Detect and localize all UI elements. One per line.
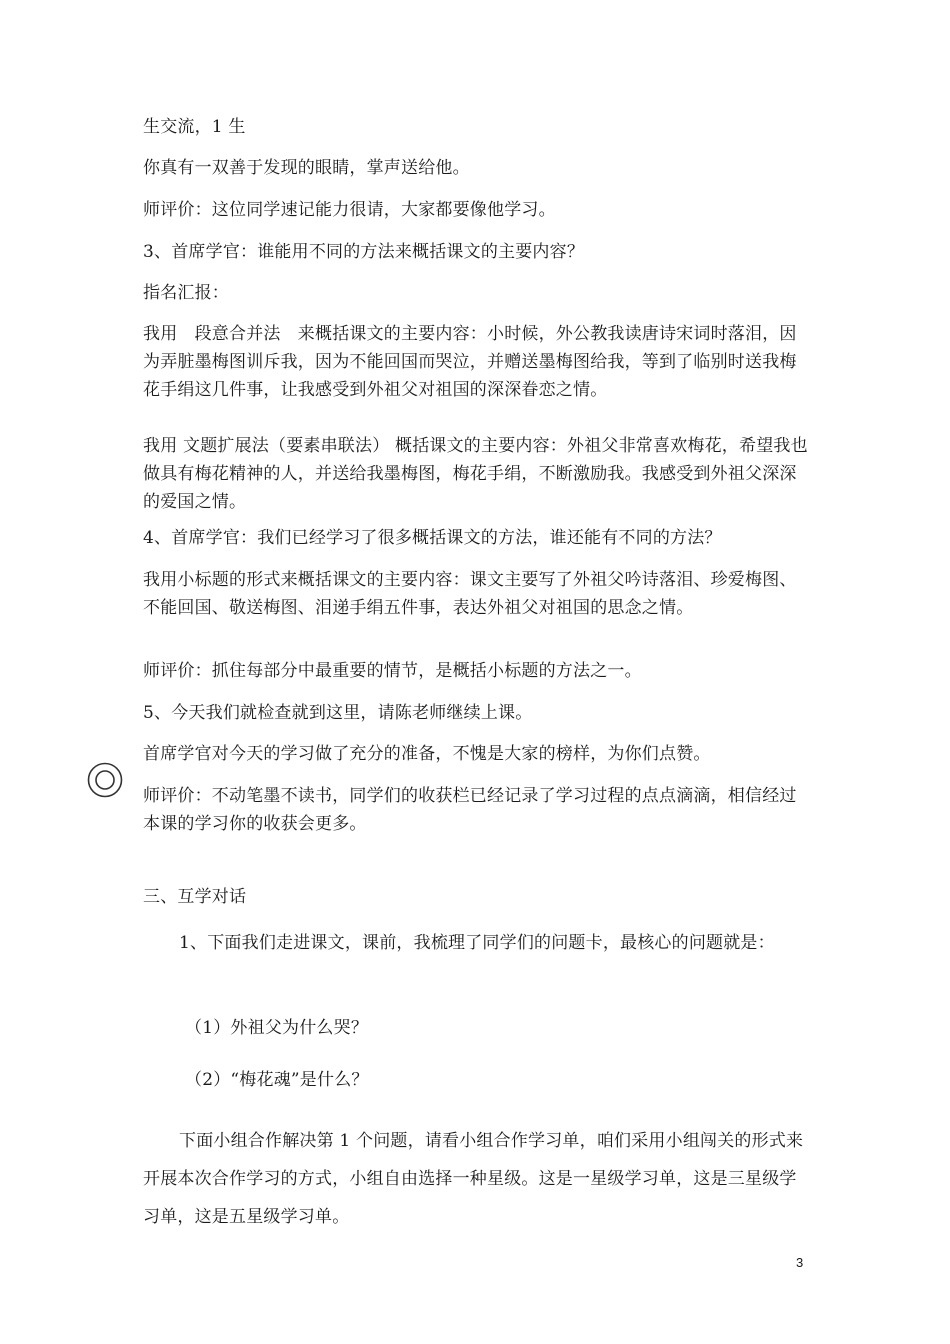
paragraph-core-questions: 1、下面我们走进课文，课前，我梳理了同学们的问题卡，最核心的问题就是：: [179, 933, 775, 953]
paragraph-method-subtitle: 我用小标题的形式来概括课文的主要内容：课文主要写了外祖父吟诗落泪、珍爱梅图、不能回国、敬送梅图、泪递手绢五件事，表达外祖父对祖国的思念之情。: [143, 570, 797, 618]
paragraph-question-3: 3、首席学官：谁能用不同的方法来概括课文的主要内容？: [143, 242, 585, 262]
question-item-1: （1）外祖父为什么哭？: [185, 1018, 369, 1038]
paragraph-teacher-comment-3: 师评价：不动笔墨不读书，同学们的收获栏已经记录了学习过程的点点滴滴，相信经过本课的学习你的收获会更多。: [143, 786, 797, 834]
paragraph-question-4: 4、首席学官：我们已经学习了很多概括课文的方法，谁还能有不同的方法？: [143, 528, 722, 548]
paragraph-report-label: 指名汇报：: [143, 283, 229, 303]
paragraph-praise: 你真有一双善于发现的眼睛，掌声送给他。: [143, 158, 470, 178]
paragraph-student-exchange: 生交流，1 生: [143, 117, 246, 137]
paragraph-teacher-comment-1: 师评价：这位同学速记能力很请，大家都要像他学习。: [143, 200, 556, 220]
question-item-2: （2）“梅花魂”是什么？: [185, 1070, 369, 1090]
double-circle-icon: [87, 762, 123, 798]
paragraph-method-merge: 我用 段意合并法 来概括课文的主要内容：小时候，外公教我读唐诗宋词时落泪，因为弄脏墨梅图训斥我，因为不能回国而哭泣，并赠送墨梅图给我，等到了临别时送我梅花手绢这几件事，让我感受到外祖父对祖国的深深眷恋之情。: [143, 324, 797, 400]
paragraph-compliment: 首席学官对今天的学习做了充分的准备，不愧是大家的榜样，为你们点赞。: [143, 744, 711, 764]
section-heading: 三、互学对话: [143, 887, 247, 907]
paragraph-method-expand: 我用 文题扩展法（要素串联法） 概括课文的主要内容：外祖父非常喜欢梅花，希望我也做具有梅花精神的人，并送给我墨梅图，梅花手绢，不断激励我。我感受到外祖父深深的爱国之情。: [143, 436, 808, 512]
page-number: 3: [796, 1255, 804, 1270]
paragraph-group-work: 下面小组合作解决第 1 个问题，请看小组合作学习单，咱们采用小组闯关的形式来开展本次合作学习的方式，小组自由选择一种星级。这是一星级学习单，这是三星级学习单，这是五星级学习单。: [143, 1131, 804, 1227]
paragraph-teacher-comment-2: 师评价：抓住每部分中最重要的情节，是概括小标题的方法之一。: [143, 661, 642, 681]
paragraph-closing-5: 5、今天我们就检查就到这里，请陈老师继续上课。: [143, 703, 533, 723]
